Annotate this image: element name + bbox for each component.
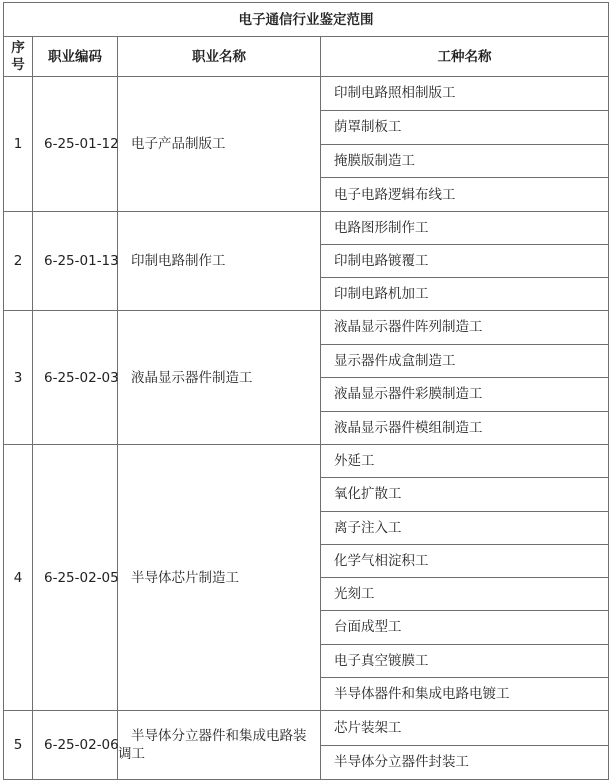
row-index: 1: [13, 136, 23, 152]
trade-item: 光刻工: [334, 586, 375, 603]
row-occupation: 半导体芯片制造工: [131, 569, 239, 586]
trade-item: 离子注入工: [334, 519, 402, 536]
trade-item: 印制电路机加工: [334, 286, 429, 302]
header-index: 序号: [11, 39, 25, 73]
row-index: 5: [13, 737, 23, 753]
trade-item: 电路图形制作工: [334, 220, 429, 236]
row-occupation: 电子产品制版工: [131, 136, 226, 152]
trade-item: 印制电路照相制版工: [334, 85, 456, 102]
trade-item: 显示器件成盒制造工: [334, 352, 456, 369]
table-title: 电子通信行业鉴定范围: [238, 11, 374, 28]
row-occupation: 印制电路制作工: [131, 253, 226, 269]
row-code: 6-25-02-05: [44, 569, 119, 586]
header-code: 职业编码: [48, 48, 102, 65]
row-code: 6-25-02-03: [44, 369, 119, 386]
trade-item: 掩膜版制造工: [334, 152, 415, 169]
trade-item: 电子真空镀膜工: [334, 652, 429, 669]
trade-item: 台面成型工: [334, 619, 402, 636]
row-index: 2: [13, 253, 23, 269]
trade-item: 印制电路镀覆工: [334, 253, 429, 269]
trade-item: 液晶显示器件彩膜制造工: [334, 386, 483, 403]
row-occupation: 液晶显示器件制造工: [131, 369, 253, 386]
trade-item: 液晶显示器件模组制造工: [334, 419, 483, 436]
trade-item: 外延工: [334, 453, 375, 470]
row-code: 6-25-01-13: [44, 253, 119, 269]
trade-item: 液晶显示器件阵列制造工: [334, 319, 483, 336]
header-occupation: 职业名称: [192, 48, 246, 65]
trade-item: 荫罩制板工: [334, 119, 402, 136]
header-trades: 工种名称: [437, 48, 492, 65]
row-index: 3: [13, 369, 23, 386]
trade-item: 电子电路逻辑布线工: [334, 186, 456, 203]
row-code: 6-25-02-06: [44, 737, 119, 753]
grid-line: [3, 779, 609, 780]
trade-item: 氧化扩散工: [334, 486, 402, 503]
trade-item: 芯片装架工: [334, 719, 402, 736]
trade-item: 半导体分立器件封装工: [334, 754, 469, 771]
row-index: 4: [13, 569, 23, 586]
trade-item: 化学气相淀积工: [334, 552, 429, 569]
trade-item: 半导体器件和集成电路电镀工: [334, 685, 510, 702]
row-code: 6-25-01-12: [44, 136, 119, 152]
row-occupation: 半导体分立器件和集成电路装调工: [118, 728, 307, 762]
